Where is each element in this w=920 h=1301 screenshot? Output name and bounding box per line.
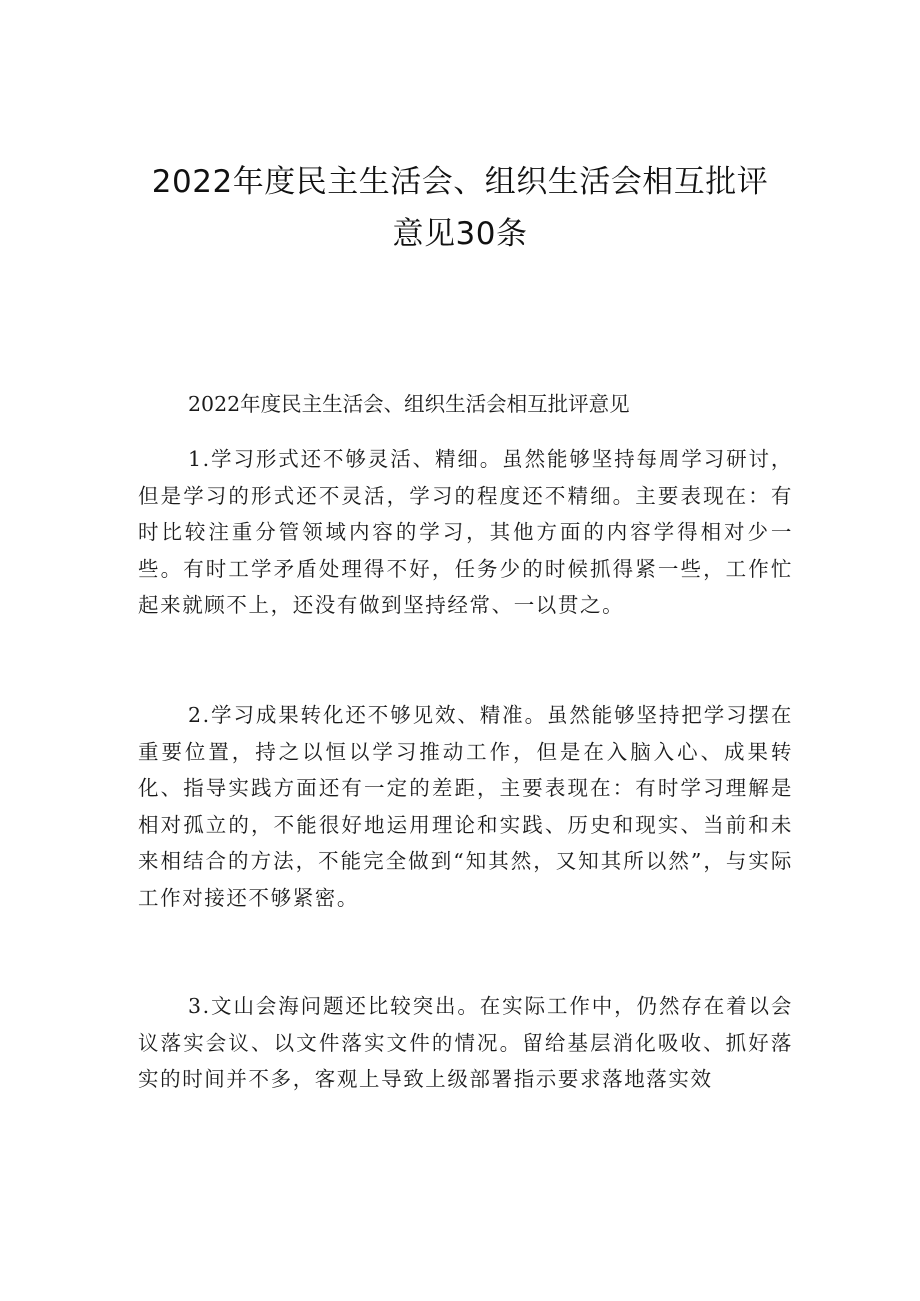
- paragraph-3: 3.文山会海问题还比较突出。在实际工作中，仍然存在着以会议落实会议、以文件落实文件的情况。留给基层消化吸收、抓好落实的时间并不多，客观上导致上级部署指示要求落地落实效: [138, 994, 793, 1091]
- title-line-1: 2022年度民主生活会、组织生活会相互批评: [151, 164, 769, 200]
- paragraph-2: 2.学习成果转化还不够见效、精准。虽然能够坚持把学习摆在重要位置，持之以恒以学习推动工作，但是在入脑入心、成果转化、指导实践方面还有一定的差距，主要表现在：有时学习理解是相对孤立的，不能很好地运用理论和实践、历史和现实、当前和未来相结合的方法，不能完全做到“知其然，又知其所以然”，与实际工作对接还不够紧密。: [138, 703, 793, 910]
- document-title: [100, 156, 820, 260]
- document-subtitle: 2022年度民主生活会、组织生活会相互批评意见: [188, 392, 630, 416]
- title-line-2: 意见30条: [392, 216, 528, 252]
- paragraph-1: 1.学习形式还不够灵活、精细。虽然能够坚持每周学习研讨，但是学习的形式还不灵活，学习的程度还不精细。主要表现在：有时比较注重分管领域内容的学习，其他方面的内容学得相对少一些。有时工学矛盾处理得不好，任务少的时候抓得紧一些，工作忙起来就顾不上，还没有做到坚持经常、一以贯之。: [138, 447, 793, 617]
